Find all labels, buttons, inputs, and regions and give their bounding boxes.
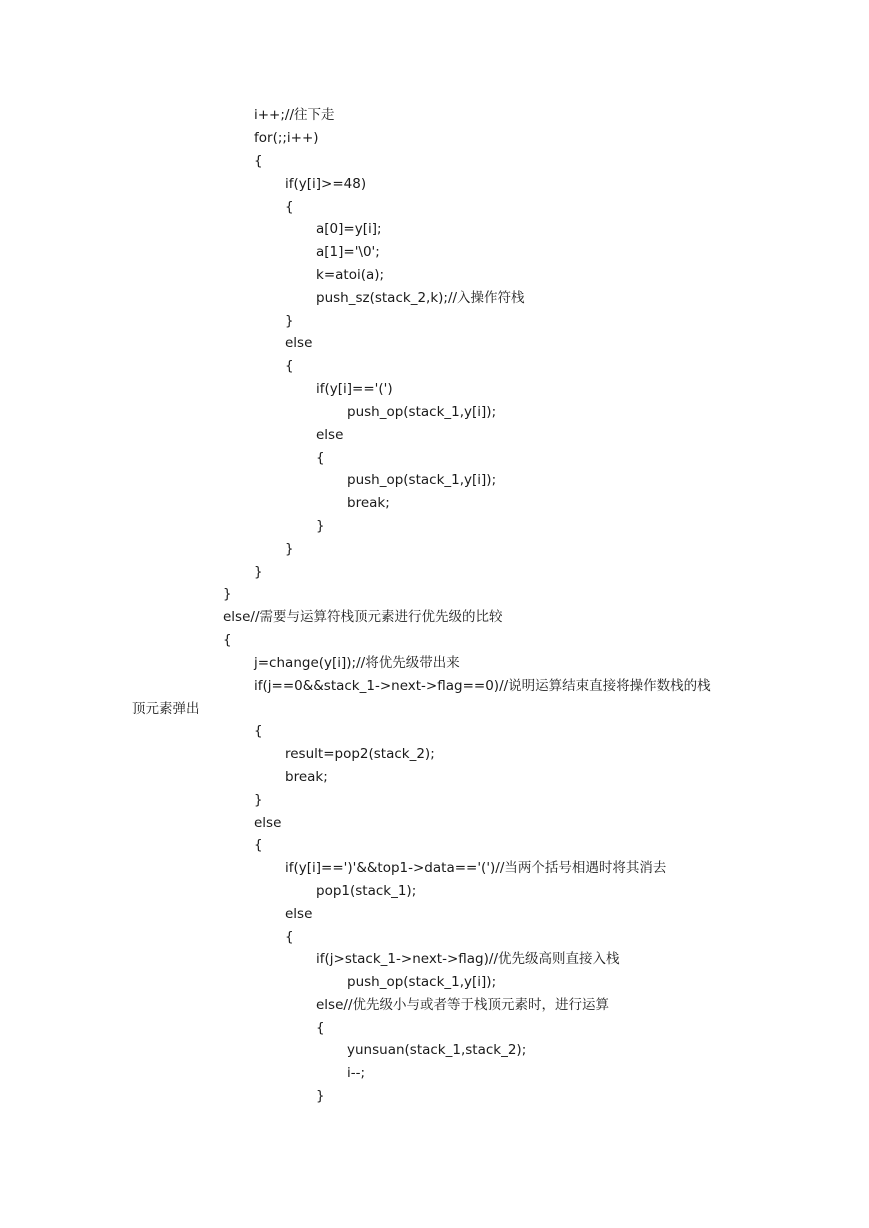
code-line: if(j>stack_1->next->flag)//优先级高则直接入栈 bbox=[316, 951, 620, 967]
code-line: { bbox=[223, 632, 232, 648]
code-line: yunsuan(stack_1,stack_2); bbox=[347, 1042, 527, 1058]
code-line: } bbox=[254, 564, 263, 580]
code-line: else bbox=[254, 815, 282, 831]
code-line: { bbox=[254, 837, 263, 853]
code-line: k=atoi(a); bbox=[316, 267, 385, 283]
code-line: } bbox=[285, 313, 294, 329]
code-line: { bbox=[254, 723, 263, 739]
code-line: if(y[i]>=48) bbox=[285, 176, 367, 192]
code-line: if(y[i]==')'&&top1->data=='(')//当两个括号相遇时将其消去 bbox=[285, 860, 667, 876]
code-line: { bbox=[316, 1020, 325, 1036]
code-line: { bbox=[285, 358, 294, 374]
code-line: else//需要与运算符栈顶元素进行优先级的比较 bbox=[223, 609, 503, 625]
code-line: i++;//往下走 bbox=[254, 107, 335, 123]
code-line: 顶元素弹出 bbox=[132, 701, 200, 717]
code-line: j=change(y[i]);//将优先级带出来 bbox=[254, 655, 460, 671]
code-line: if(y[i]=='(') bbox=[316, 381, 393, 397]
code-line: } bbox=[285, 541, 294, 557]
code-line: else bbox=[285, 335, 313, 351]
code-line: { bbox=[254, 153, 263, 169]
code-line: else bbox=[316, 427, 344, 443]
code-line: a[1]='\0'; bbox=[316, 244, 380, 260]
code-line: } bbox=[254, 792, 263, 808]
code-line: } bbox=[316, 1088, 325, 1104]
code-line: push_sz(stack_2,k);//入操作符栈 bbox=[316, 290, 525, 306]
code-line: } bbox=[223, 586, 232, 602]
code-line: else//优先级小与或者等于栈顶元素时，进行运算 bbox=[316, 997, 609, 1013]
code-line: push_op(stack_1,y[i]); bbox=[347, 472, 497, 488]
code-line: a[0]=y[i]; bbox=[316, 221, 382, 237]
code-line: pop1(stack_1); bbox=[316, 883, 417, 899]
code-line: { bbox=[316, 450, 325, 466]
code-line: push_op(stack_1,y[i]); bbox=[347, 404, 497, 420]
code-line: break; bbox=[347, 495, 390, 511]
code-line: { bbox=[285, 199, 294, 215]
code-line: if(j==0&&stack_1->next->flag==0)//说明运算结束直接将操作数栈的栈 bbox=[254, 678, 711, 694]
code-line: } bbox=[316, 518, 325, 534]
code-line: push_op(stack_1,y[i]); bbox=[347, 974, 497, 990]
code-line: result=pop2(stack_2); bbox=[285, 746, 435, 762]
code-line: break; bbox=[285, 769, 328, 785]
code-line: else bbox=[285, 906, 313, 922]
code-line: { bbox=[285, 929, 294, 945]
code-line: i--; bbox=[347, 1065, 366, 1081]
code-line: for(;;i++) bbox=[254, 130, 319, 146]
